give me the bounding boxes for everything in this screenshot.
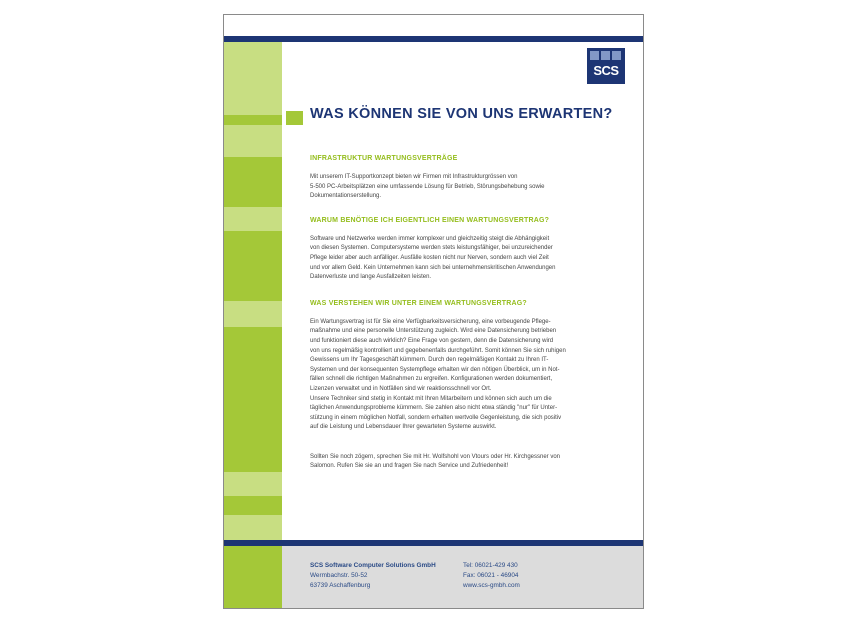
strip-block [224,301,282,327]
brochure-page [223,14,644,609]
paragraph-line: von uns regelmäßig kontrolliert und gegebenenfalls durchgeführt. Somit können Sie sich ruhigen [310,347,566,354]
scs-logo [587,48,625,84]
street: Wermbachstr. 50-52 [310,571,368,579]
strip-block [224,327,282,472]
website-link[interactable]: www.scs-gmbh.com [463,581,520,589]
paragraph-line: Ein Wartungsvertrag ist für Sie eine Verfügbarkeitsversicherung, eine vorbeugende Pflege- [310,318,551,325]
paragraph-line: Software und Netzwerke werden immer komplexer und gleichzeitig steigt die Abhängigkeit [310,235,550,242]
phone: Tel: 06021-429 430 [463,562,518,569]
closing-line: Sollten Sie noch zögern, sprechen Sie mit Hr. Wolfshohl von Vtours oder Hr. Kirchgessner von [310,453,561,460]
strip-block [224,207,282,231]
page-title: WAS KÖNNEN SIE VON UNS ERWARTEN? [310,106,613,122]
paragraph-line: Lizenzen verwaltet und in Notfällen sind wir reaktionsschnell vor Ort. [310,385,492,392]
strip-block [224,42,282,115]
company-name: SCS Software Computer Solutions GmbH [310,562,436,569]
paragraph-line: Gewissens um Ihr Tagesgeschäft kümmern. Durch den regelmäßigen Kontakt zu Ihren IT- [310,357,549,364]
strip-block [224,157,282,207]
paragraph-line: maßnahme und eine personelle Unterstützung zugleich. Wird eine Datensicherung betrieben [310,328,557,335]
city: 63739 Aschaffenburg [310,581,371,589]
paragraph-line: Systemen und der konsequenten Systempflege erhalten wir den nötigen Überblick, um in Not- [310,366,560,373]
paragraph-line: von diesen Systemen. Computersysteme werden stets leistungsfähiger, bei unzureichender [310,245,553,252]
footer-strip [224,546,282,609]
strip-block [224,231,282,301]
footer-contact [463,561,520,590]
paragraph-line: täglichen Anwendungsprobleme kümmern. Sie zahlen also nicht etwa ständig "nur" für Unter- [310,405,558,412]
footer-address [310,561,436,590]
fax: Fax: 06021 - 46904 [463,571,519,579]
strip-block [224,125,282,157]
paragraph-line: Pflege leider aber auch anfälliger. Ausfälle kosten nicht nur Nerven, sondern auch viel Zeit [310,254,549,261]
content-area [310,155,570,472]
section-heading: WARUM BENÖTIGE ICH EIGENTLICH EINEN WARTUNGSVERTRAG? [310,216,550,224]
section-heading: WAS VERSTEHEN WIR UNTER EINEM WARTUNGSVERTRAG? [310,299,527,307]
logo-text: SCS [593,63,619,78]
paragraph-line: auf die Leistung und Lebensdauer Ihrer gewarteten Systeme auswirkt. [310,424,497,431]
strip-block [224,515,282,540]
section-heading: INFRASTRUKTUR WARTUNGSVERTRÄGE [310,155,458,162]
paragraph-line: und funktioniert diese auch wirklich? Eine Frage von gestern, denn die Datensicherung wird [310,337,554,344]
closing-line: Salomon. Rufen Sie sie an und fragen Sie nach Service und Zufriedenheit! [310,463,509,470]
paragraph-line: Unsere Techniker sind stetig in Kontakt mit Ihren Mitarbeitern und können sich auch um die [310,395,552,402]
top-rule [224,36,644,42]
strip-block [224,472,282,496]
title-marker [286,111,303,125]
paragraph-line: Mit unserem IT-Supportkonzept bieten wir Firmen mit Infrastrukturgrössen von [310,174,518,180]
paragraph-line: Datenverluste und lange Ausfallzeiten leisten. [310,274,432,281]
paragraph-line: fällen schnell die richtigen Maßnahmen zu ergreifen. Konfigurationen werden dokumentiert, [310,376,553,383]
paragraph-line: Dokumentationserstellung. [310,193,382,200]
paragraph-line: 5-500 PC-Arbeitsplätzen eine umfassende Lösung für Betrieb, Störungsbehebung sowie [310,183,545,190]
strip-block [224,496,282,515]
paragraph-line: und vor allem Geld. Kein Unternehmen kann sich bei unternehmenskritischen Anwendungen [310,264,556,271]
paragraph-line: stützung in einem möglichen Notfall, sondern erhalten wertvolle Gegenleistung, die sich positiv [310,414,562,421]
strip-block [224,115,282,125]
